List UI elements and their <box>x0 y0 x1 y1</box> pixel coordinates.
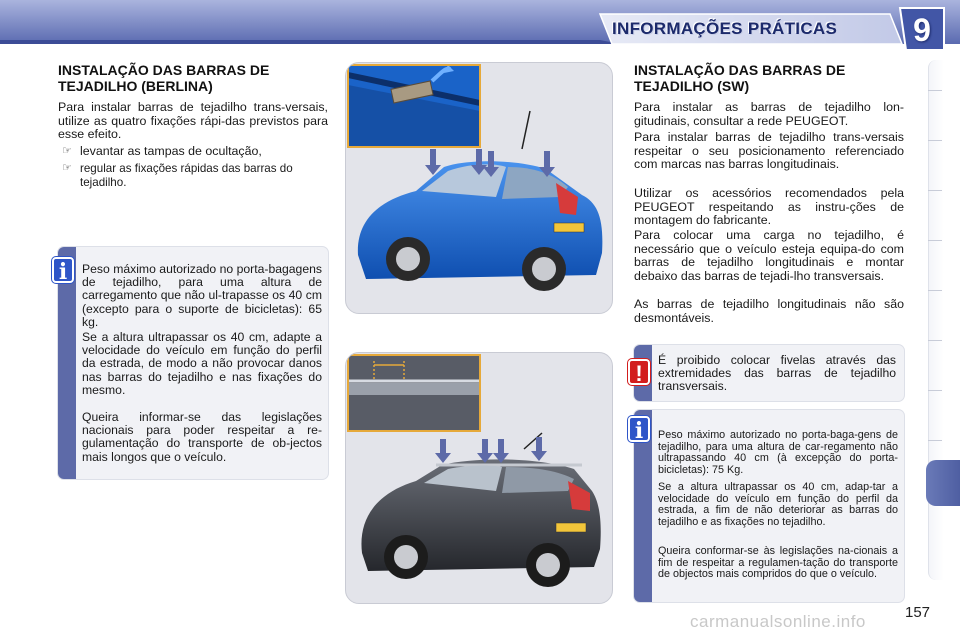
info-box-berlina <box>58 247 328 479</box>
watermark: carmanualsonline.info <box>690 612 866 631</box>
warning-icon: ! <box>628 359 650 385</box>
bullet-item: ☞ levantar as tampas de ocultação, <box>62 144 262 158</box>
info-box-sw <box>634 410 904 602</box>
section-title: INFORMAÇÕES PRÁTICAS <box>612 19 838 38</box>
chapter-number: 9 <box>913 12 931 48</box>
info-paragraph: Queira conformar-se às legislações na-cionais a fim de respeitar a regulamen-tação do transporte de objectos mais compridos do que o veículo. <box>658 545 898 581</box>
bullet-arrow-icon: ☞ <box>62 145 72 157</box>
bullet-item: ☞ regular as fixações rápidas das barras do tejadilho. <box>62 162 293 189</box>
heading-berlina: INSTALAÇÃO DAS BARRAS DE TEJADILHO (BERLINA) <box>58 62 270 94</box>
illustration-sw <box>345 352 613 604</box>
paragraph-sw: Utilizar os acessórios recomendados pela PEUGEOT respeitando as instru-ções de montagem do fabricante. <box>634 186 904 228</box>
info-paragraph: Peso máximo autorizado no porta-bagagens de tejadilho, para uma altura de carregamento que não ul-trapasse os 40 cm (excepto para o suporte de bicicletas): 65 kg. <box>82 262 322 329</box>
paragraph-sw: As barras de tejadilho longitudinais não são desmontáveis. <box>634 297 904 325</box>
bullet-arrow-icon: ☞ <box>62 162 72 174</box>
warning-text: É proibido colocar fivelas através das extremidades das barras de tejadilho transversais. <box>658 353 896 394</box>
illustration-berlina <box>345 62 613 314</box>
page-number: 157 <box>905 604 931 621</box>
heading-sw: INSTALAÇÃO DAS BARRAS DE TEJADILHO (SW) <box>634 62 846 94</box>
intro-berlina: Para instalar barras de tejadilho trans-versais, utilize as quatro fixações rápi-das previstos para esse efeito. <box>58 100 328 142</box>
paragraph-sw: Para instalar barras de tejadilho trans-versais respeitar o seu posicionamento referenciado com marcas nas barras longitudinais. <box>634 130 904 172</box>
chapter-tab-active[interactable] <box>926 460 960 506</box>
info-paragraph: Queira informar-se das legislações nacionais para poder respeitar a re-gulamentação do transporte de ob-jectos mais longos que o veículo. <box>82 410 322 464</box>
info-icon: i <box>628 416 650 442</box>
info-paragraph: Se a altura ultrapassar os 40 cm, adapte a velocidade do veículo em função do perfil da estrada, de modo a não provocar danos nas barras do tejadilho e nas fixações do mesmo. <box>82 330 322 397</box>
info-paragraph: Se a altura ultrapassar os 40 cm, adap-tar a velocidade do veículo em função do perfil da estrada, a fim de não deteriorar as barras do tejadilho e as fixações no tejadilho. <box>658 481 898 528</box>
info-icon: i <box>52 257 74 283</box>
warning-box-sw <box>634 345 904 401</box>
page-header <box>0 0 960 52</box>
info-paragraph: Peso máximo autorizado no porta-baga-gens de tejadilho, para uma altura de car-regamento não ultrapassando 40 cm (à excepção do porta-bicicletas): 75 Kg. <box>658 429 898 476</box>
paragraph-sw: Para colocar uma carga no tejadilho, é necessário que o veículo esteja equipa-do com barras de tejadilho longitudinais e montar debaixo das barras de tejadi-lho transversais. <box>634 228 904 283</box>
paragraph-sw: Para instalar as barras de tejadilho lon-gitudinais, consultar a rede PEUGEOT. <box>634 100 904 128</box>
